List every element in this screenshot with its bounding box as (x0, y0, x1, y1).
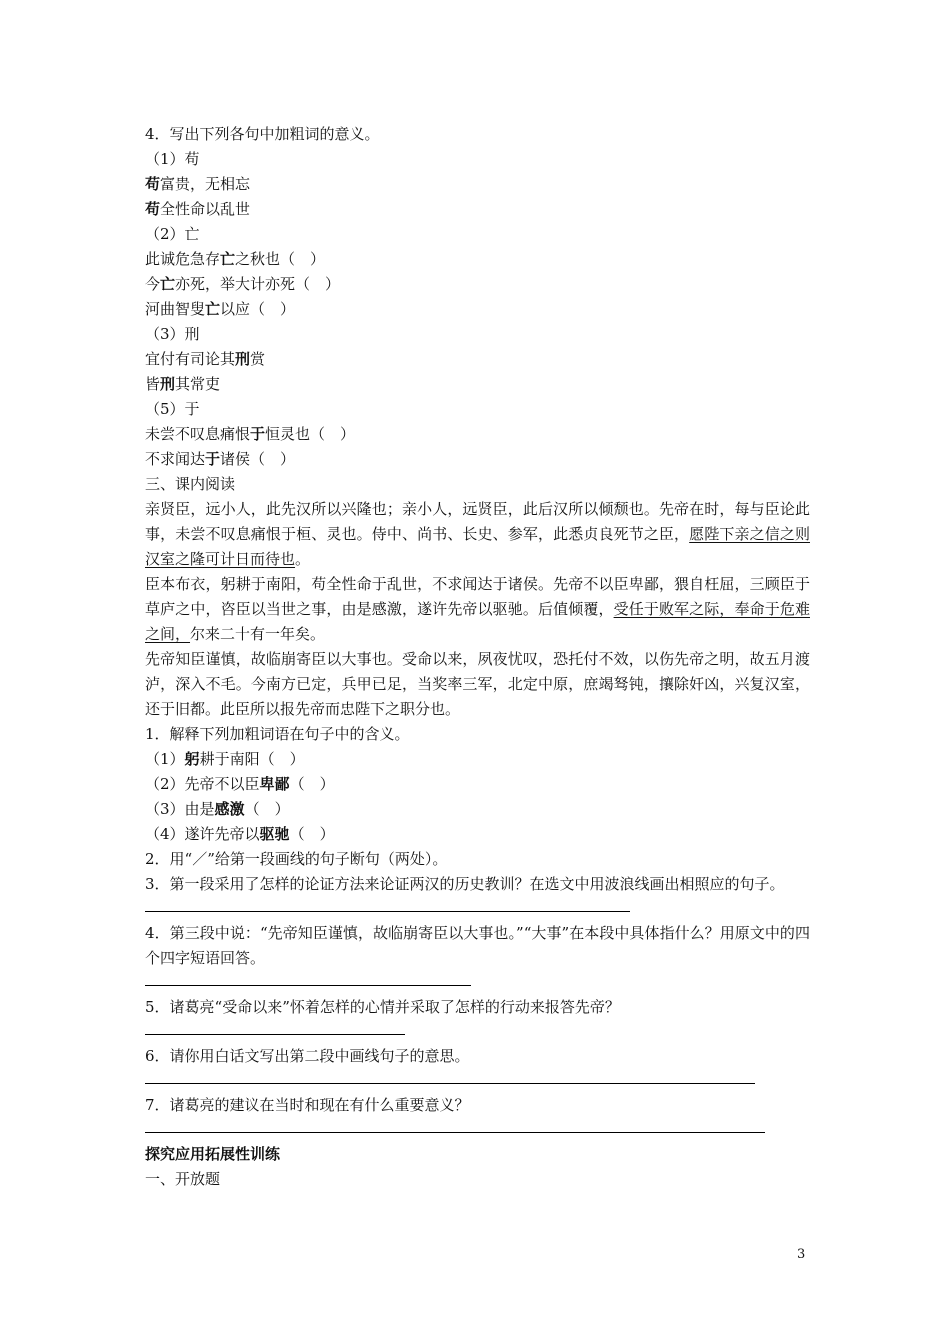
sub-q1-heading: 1．解释下列加粗词语在句子中的含义。 (145, 725, 410, 743)
q4-group2-label: （2）亡 (145, 225, 200, 243)
q4-g2-sentence3: 河曲智叟亡以应（ ） (145, 300, 296, 318)
sub-q4: 4．第三段中说：“先帝知臣谨慎，故临崩寄臣以大事也。”“大事”在本段中具体指什么？用原文中的四个四字短语回答。 (145, 924, 810, 967)
q4-g2-sentence1: 此诚危急存亡之秋也（ ） (145, 250, 326, 268)
sub-q1-item3: （3）由是感激（ ） (145, 800, 290, 818)
answer-line-q7 (145, 1132, 765, 1133)
extension-subheading: 一、开放题 (145, 1170, 221, 1188)
document-page (145, 122, 810, 1192)
q4-heading: 4．写出下列各句中加粗词的意义。 (145, 125, 380, 143)
q4-group1-label: （1）苟 (145, 150, 200, 168)
q4-group5-label: （5）于 (145, 400, 200, 418)
underlined-sentence-1: 愿陛下亲之信之则汉室之隆可计日而待也 (145, 525, 810, 568)
sub-q6: 6．请你用白话文写出第二段中画线句子的意思。 (145, 1047, 470, 1065)
q4-g1-sentence1: 苟富贵，无相忘 (145, 175, 251, 193)
q4-g5-sentence2: 不求闻达于诸侯（ ） (145, 450, 296, 468)
sub-q2: 2．用“／”给第一段画线的句子断句（两处）。 (145, 850, 448, 868)
q4-g2-sentence2: 今亡亦死，举大计亦死（ ） (145, 275, 341, 293)
q4-group3-label: （3）刑 (145, 325, 200, 343)
q4-g1-sentence2: 苟全性命以乱世 (145, 200, 251, 218)
underlined-sentence-2: 受任于败军之际，奉命于危难之间， (145, 600, 810, 643)
page-number: 3 (797, 1247, 806, 1262)
q4-g5-sentence1: 未尝不叹息痛恨于恒灵也（ ） (145, 425, 356, 443)
q4-g3-sentence1: 宜付有司论其刑赏 (145, 350, 266, 368)
answer-line-q4 (145, 985, 471, 986)
section3-heading: 三、课内阅读 (145, 475, 236, 493)
passage-paragraph-2: 臣本布衣，躬耕于南阳，苟全性命于乱世，不求闻达于诸侯。先帝不以臣卑鄙，猥自枉屈，三顾臣于草庐之中，咨臣以当世之事，由是感激，遂许先帝以驱驰。后值倾覆，受任于败军之际，奉命于危难之间，尔来二十有一年矣。 (145, 575, 810, 643)
sub-q1-item1: （1）躬耕于南阳（ ） (145, 750, 305, 768)
answer-line-q6 (145, 1083, 755, 1084)
sub-q7: 7．诸葛亮的建议在当时和现在有什么重要意义？ (145, 1096, 470, 1114)
sub-q5: 5．诸葛亮“受命以来”怀着怎样的心情并采取了怎样的行动来报答先帝？ (145, 998, 620, 1016)
extension-heading: 探究应用拓展性训练 (145, 1145, 281, 1163)
sub-q3: 3．第一段采用了怎样的论证方法来论证两汉的历史教训？在选文中用波浪线画出相照应的句子。 (145, 875, 785, 893)
q4-g3-sentence2: 皆刑其常吏 (145, 375, 221, 393)
passage-paragraph-1: 亲贤臣，远小人，此先汉所以兴隆也；亲小人，远贤臣，此后汉所以倾颓也。先帝在时，每与臣论此事，未尝不叹息痛恨于桓、灵也。侍中、尚书、长史、参军，此悉贞良死节之臣，愿陛下亲之信之则汉室之隆可计日而待也。 (145, 500, 810, 568)
passage-paragraph-3: 先帝知臣谨慎，故临崩寄臣以大事也。受命以来，夙夜忧叹，恐托付不效，以伤先帝之明，故五月渡泸，深入不毛。今南方已定，兵甲已足，当奖率三军，北定中原，庶竭驽钝，攘除奸凶，兴复汉室，还于旧都。此臣所以报先帝而忠陛下之职分也。 (145, 650, 810, 718)
sub-q1-item2: （2）先帝不以臣卑鄙（ ） (145, 775, 335, 793)
sub-q1-item4: （4）遂许先帝以驱驰（ ） (145, 825, 335, 843)
answer-line-q3 (145, 911, 630, 912)
answer-line-q5 (145, 1034, 405, 1035)
